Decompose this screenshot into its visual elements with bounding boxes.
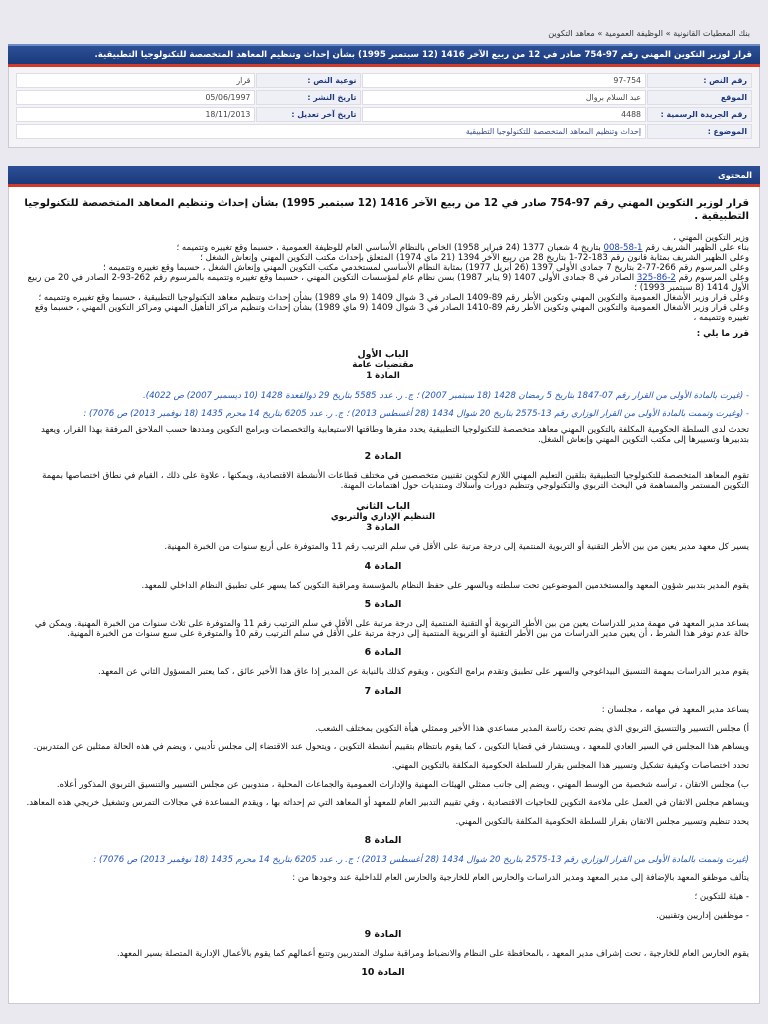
subject-link[interactable]: إحداث وتنظيم المعاهد المتخصصة للتكنولوجيا التطبيقية: [465, 127, 641, 136]
chapter-subtitle: التنظيم الإداري والتربوي: [330, 511, 436, 522]
text-type-value: قرار: [16, 73, 255, 88]
preamble-para: وعلى المرسوم رقم 266-77-2 بتاريخ 7 جمادى الأولى 1397 (26 أبريل 1977) بمثابة النظام الأساسي لمستخدمي مكتب التكوين المهني وإنعاش الشغل ، حسبما وقع تغييره وتتميمه ؛: [102, 263, 749, 273]
article-heading: المادة 6: [364, 647, 402, 659]
signer-value: عبد السلام بروال: [362, 90, 646, 105]
preamble-para: وعلى قرار وزير الأشغال العمومية والتكوين المهني وتكوين الأطر رقم 89-1410 الصادر في 3 شوال 1409 (9 ماي 1989) بشأن إحداث وتنظيم مراكز التأهيل المهني ومراكز التكوين المهني ، حسبما وقع تغييره وتتميمه ،: [34, 303, 749, 323]
chapter-heading: الباب الثاني: [356, 500, 410, 512]
breadcrumb-item-legal-db[interactable]: بنك المعطيات القانونية: [673, 28, 750, 38]
article-body: يساعد مدير المعهد في مهمة مدير للدراسات يعين من بين الأطر التربوية أو التقنية المنتمية إلى درجة مرتبة على الأقل في سلم الترتيب رقم 11 والمتوفرة على ثلاث سنوات من الخبرة المهنية. ويمكن في حالة عدم توفر هذا الشرط ، أن يعين مدير الدراسات من بين الأطر التقنية أو التربوية المنتمية إلى درجة مرتبة على الأقل في سلم الترتيب رقم 10 والمتوفرة على سبع سنوات من الخبرة المهنية.: [34, 618, 749, 639]
gazette-number-label: رقم الجريدة الرسمية :: [647, 107, 752, 122]
article-body: تحدث لدى السلطة الحكومية المكلفة بالتكوين المهني معاهد متخصصة للتكنولوجيا التطبيقية يحدد مقرها وطاقتها الاستيعابية والتخصصات وبرامج التكوين ومددها حسب الملاحق المرفقة بهذا القرار، ويعهد بتدبيرها وتسييرها إلى مكتب التكوين المهني وإنعاش الشغل.: [40, 425, 749, 446]
article-line: - موظفين إداريين وتقنيين.: [656, 910, 749, 921]
article-heading: المادة 4: [364, 560, 402, 572]
article-body: يسير كل معهد مدير يعين من بين الأطر التقنية أو التربوية المنتمية إلى درجة مرتبة على الأقل في سلم الترتيب رقم 11 والمتوفرة على أربع سنوات من الخبرة المهنية.: [164, 542, 749, 553]
breadcrumb-separator: »: [663, 28, 674, 38]
modified-date-value: 18/11/2013: [16, 107, 255, 122]
modified-date-label: تاريخ آخر تعديل :: [256, 107, 361, 122]
article-line: - هيئة للتكوين ؛: [694, 892, 749, 903]
publish-date-label: تاريخ النشر :: [256, 90, 361, 105]
article-heading: المادة 5: [364, 599, 402, 611]
signer-label: الموقع: [647, 90, 752, 105]
article-heading: المادة 10: [361, 967, 405, 979]
preamble-minister: وزير التكوين المهني ،: [673, 233, 749, 243]
preamble-para: وعلى الظهير الشريف بمثابة قانون رقم 183-72-1 بتاريخ 28 من ربيع الآخر 1394 (21 ماي 1974) المتعلق بإحداث مكتب التكوين المهني وإنعاش الشغل ؛: [200, 253, 749, 263]
article-line: يساعد مدير المعهد في مهامه ، مجلسان :: [601, 705, 749, 716]
article-heading: المادة 2: [364, 451, 402, 463]
preamble-para: وعلى المرسوم رقم 2-86-325 الصادر في 8 جمادى الأولى 1407 (9 يناير 1987) بسن نظام عام لمؤسسات التكوين المهني ، حسبما وقع تغييره وتتميمه بالمرسوم رقم 262-93-2 الصادر في 20 من ربيع الأول 1414 (8 سبتمبر 1993) ؛: [27, 273, 749, 293]
decision-intro: قرر ما يلي :: [696, 329, 749, 339]
article-line: تحدد اختصاصات وكيفية تشكيل وتسيير هذا المجلس بقرار للسلطة الحكومية المكلفة بالتكوين المهني.: [391, 760, 749, 771]
document-content: [8, 187, 760, 1004]
article-line: ب) مجلس الاتقان ، ترأسه شخصية من الوسط المهني ، ويضم إلى جانب ممثلي الهيئات المهنية والإدارات العمومية والجماعات المحلية ، مندوبين عن مجلس التسيير والتنسيق التربوي المذكور أعلاه.: [56, 779, 749, 790]
article-line: ويساهم مجلس الاتقان في العمل على ملاءمة التكوين للحاجيات الاقتصادية ، وفي تقييم التدبير العام للمعهد أو المعاهد التي تم إحداثه بها ، ويقدم المساعدة في مجالات التمرس وتشغيل خريجي هذه المعاهد.: [26, 798, 749, 809]
law-link-2-86-325[interactable]: 2-86-325: [636, 273, 676, 283]
gazette-number-value: 4488: [362, 107, 646, 122]
amendment-note: - (وغيرت وتممت بالمادة الأولى من القرار الوزاري رقم 13-2575 بتاريخ 20 شوال 1434 (28 أغسطس 2013) ؛ ج. ر. عدد 6205 بتاريخ 14 محرم 1435 (18 نوفمبر 2013) ص 7076) :: [83, 409, 749, 420]
law-link-1-58-008[interactable]: 1-58-008: [603, 243, 643, 253]
article-body: يقوم المدير بتدبير شؤون المعهد والمستخدمين الموضوعين تحت سلطته وبالسهر على حفظ النظام بالمؤسسة ومراقبة التكوين كما يسهر على تطبيق النظام الداخلي للمعهد.: [141, 580, 749, 591]
metadata-panel: [8, 67, 760, 148]
article-heading: المادة 9: [364, 929, 402, 941]
text-number-value: 97-754: [362, 73, 646, 88]
breadcrumb-item-training-institutes[interactable]: معاهد التكوين: [548, 28, 595, 38]
document-title: قرار لوزير التكوين المهني رقم 97-754 صادر في 12 من ربيع الآخر 1416 (12 سبتمبر 1995) بشأن إحداث وتنظيم المعاهد المتخصصة للتكنولوجيا التطبيقية .: [24, 198, 749, 222]
chapter-heading: الباب الأول: [357, 349, 409, 360]
text-number-label: رقم النص :: [647, 73, 752, 88]
preamble-para: وعلى قرار وزير الأشغال العمومية والتكوين المهني وتكوين الأطر رقم 89-1409 الصادر في 3 شوال 1409 (9 ماي 1989) بشأن إحداث وتنظيم معاهد التكنولوجيا التطبيقية ، حسبما وقع تغييره وتتميمه ؛: [38, 293, 749, 303]
breadcrumb-item-public-service[interactable]: الوظيفة العمومية: [604, 28, 664, 38]
article-line: ويساهم هذا المجلس في السير العادي للمعهد ، ويستشار في قضايا التكوين ، كما يقوم بانتظام بتقييم أنشطة التكوين ، ويتحول عند الاقتضاء إلى مجلس تأديبي ، ويضم في هذه الحالة ممثلين عن المتدربين.: [33, 742, 749, 753]
article-heading: المادة 1: [366, 371, 400, 381]
article-line: أ) مجلس التسيير والتنسيق التربوي الذي يضم تحت رئاسة المدير مساعدي هذا الأخير وممثلي هيأة التكوين بمختلف الشعب.: [315, 723, 749, 734]
text-type-label: نوعية النص :: [256, 73, 361, 88]
amendment-note: (غيرت وتممت بالمادة الأولى من القرار الوزاري رقم 13-2575 بتاريخ 20 شوال 1434 (28 أغسطس 2013) ؛ ج. ر. عدد 6205 بتاريخ 14 محرم 1435 (18 نوفمبر 2013) ص 7076) :: [93, 854, 749, 865]
page: [8, 0, 760, 1004]
article-heading: المادة 8: [364, 835, 402, 847]
article-body: يقوم الحارس العام للخارجية ، تحت إشراف مدير المعهد ، بالمحافظة على النظام والانضباط ومراقبة سلوك المتدربين وتتبع أعمالهم كما يقوم بالأعمال الإدارية المتصلة بسير المعهد.: [116, 948, 749, 959]
article-line: يحدد تنظيم وتسيير مجلس الاتقان بقرار للسلطة الحكومية المكلفة بالتكوين المهني.: [455, 816, 749, 827]
breadcrumb: [8, 22, 760, 44]
subject-label: الموضوع :: [647, 124, 752, 139]
breadcrumb-separator: »: [594, 28, 605, 38]
content-section-header: المحتوى: [8, 166, 760, 187]
article-body: تقوم المعاهد المتخصصة للتكنولوجيا التطبيقية بتلقين التعليم المهني اللازم لتكوين تقنيين متخصصين في مختلف قطاعات الأنشطة الاقتصادية، ويمكنها ، علاوة على ذلك ، القيام في نطاق اختصاصها بمهمة التكوين المستمر والمساهمة في البحث التربوي والتكنولوجي وتنظيم دورات وأسلاك ومنتديات حول اهتمامات المهنة.: [42, 470, 749, 491]
amendment-note: - (غيرت بالمادة الأولى من القرار رقم 07-1847 بتاريخ 5 رمضان 1428 (18 سبتمبر 2007) ؛ ج. ر. عدد 5585 بتاريخ 29 ذوالقعدة 1428 (10 ديسمبر 2007) ص 4022).: [142, 390, 749, 401]
preamble-para: بناء على الظهير الشريف رقم 1-58-008 بتاريخ 4 شعبان 1377 (24 فبراير 1958) الخاص بالنظام الأساسي العام للوظيفة العمومية ، حسبما وقع تغييره وتتميمه ؛: [176, 243, 749, 253]
chapter-subtitle: مقتضيات عامة: [352, 360, 414, 370]
article-heading: المادة 7: [364, 685, 402, 697]
article-heading: المادة 3: [366, 522, 400, 533]
article-line: يتألف موظفو المعهد بالإضافة إلى مدير المعهد ومدير الدراسات والحارس العام للخارجية والحارس العام للداخلية عند وجودها من :: [292, 873, 749, 884]
publish-date-value: 05/06/1997: [16, 90, 255, 105]
page-title: قرار لوزير التكوين المهني رقم 97-754 صادر في 12 من ربيع الآخر 1416 (12 سبتمبر 1995) بشأن إحداث وتنظيم المعاهد المتخصصة للتكنولوجيا التطبيقية.: [8, 44, 760, 67]
article-body: يقوم مدير الدراسات بمهمة التنسيق البيداغوجي والسهر على تطبيق وتقدم برامج التكوين ، ويقوم كذلك بالنيابة عن المدير إذا عاق هذا الأخير عائق ، كما يعتبر المسؤول الثاني عن المعهد.: [98, 666, 749, 677]
metadata-table: [15, 71, 753, 141]
subject-value: [16, 124, 646, 139]
